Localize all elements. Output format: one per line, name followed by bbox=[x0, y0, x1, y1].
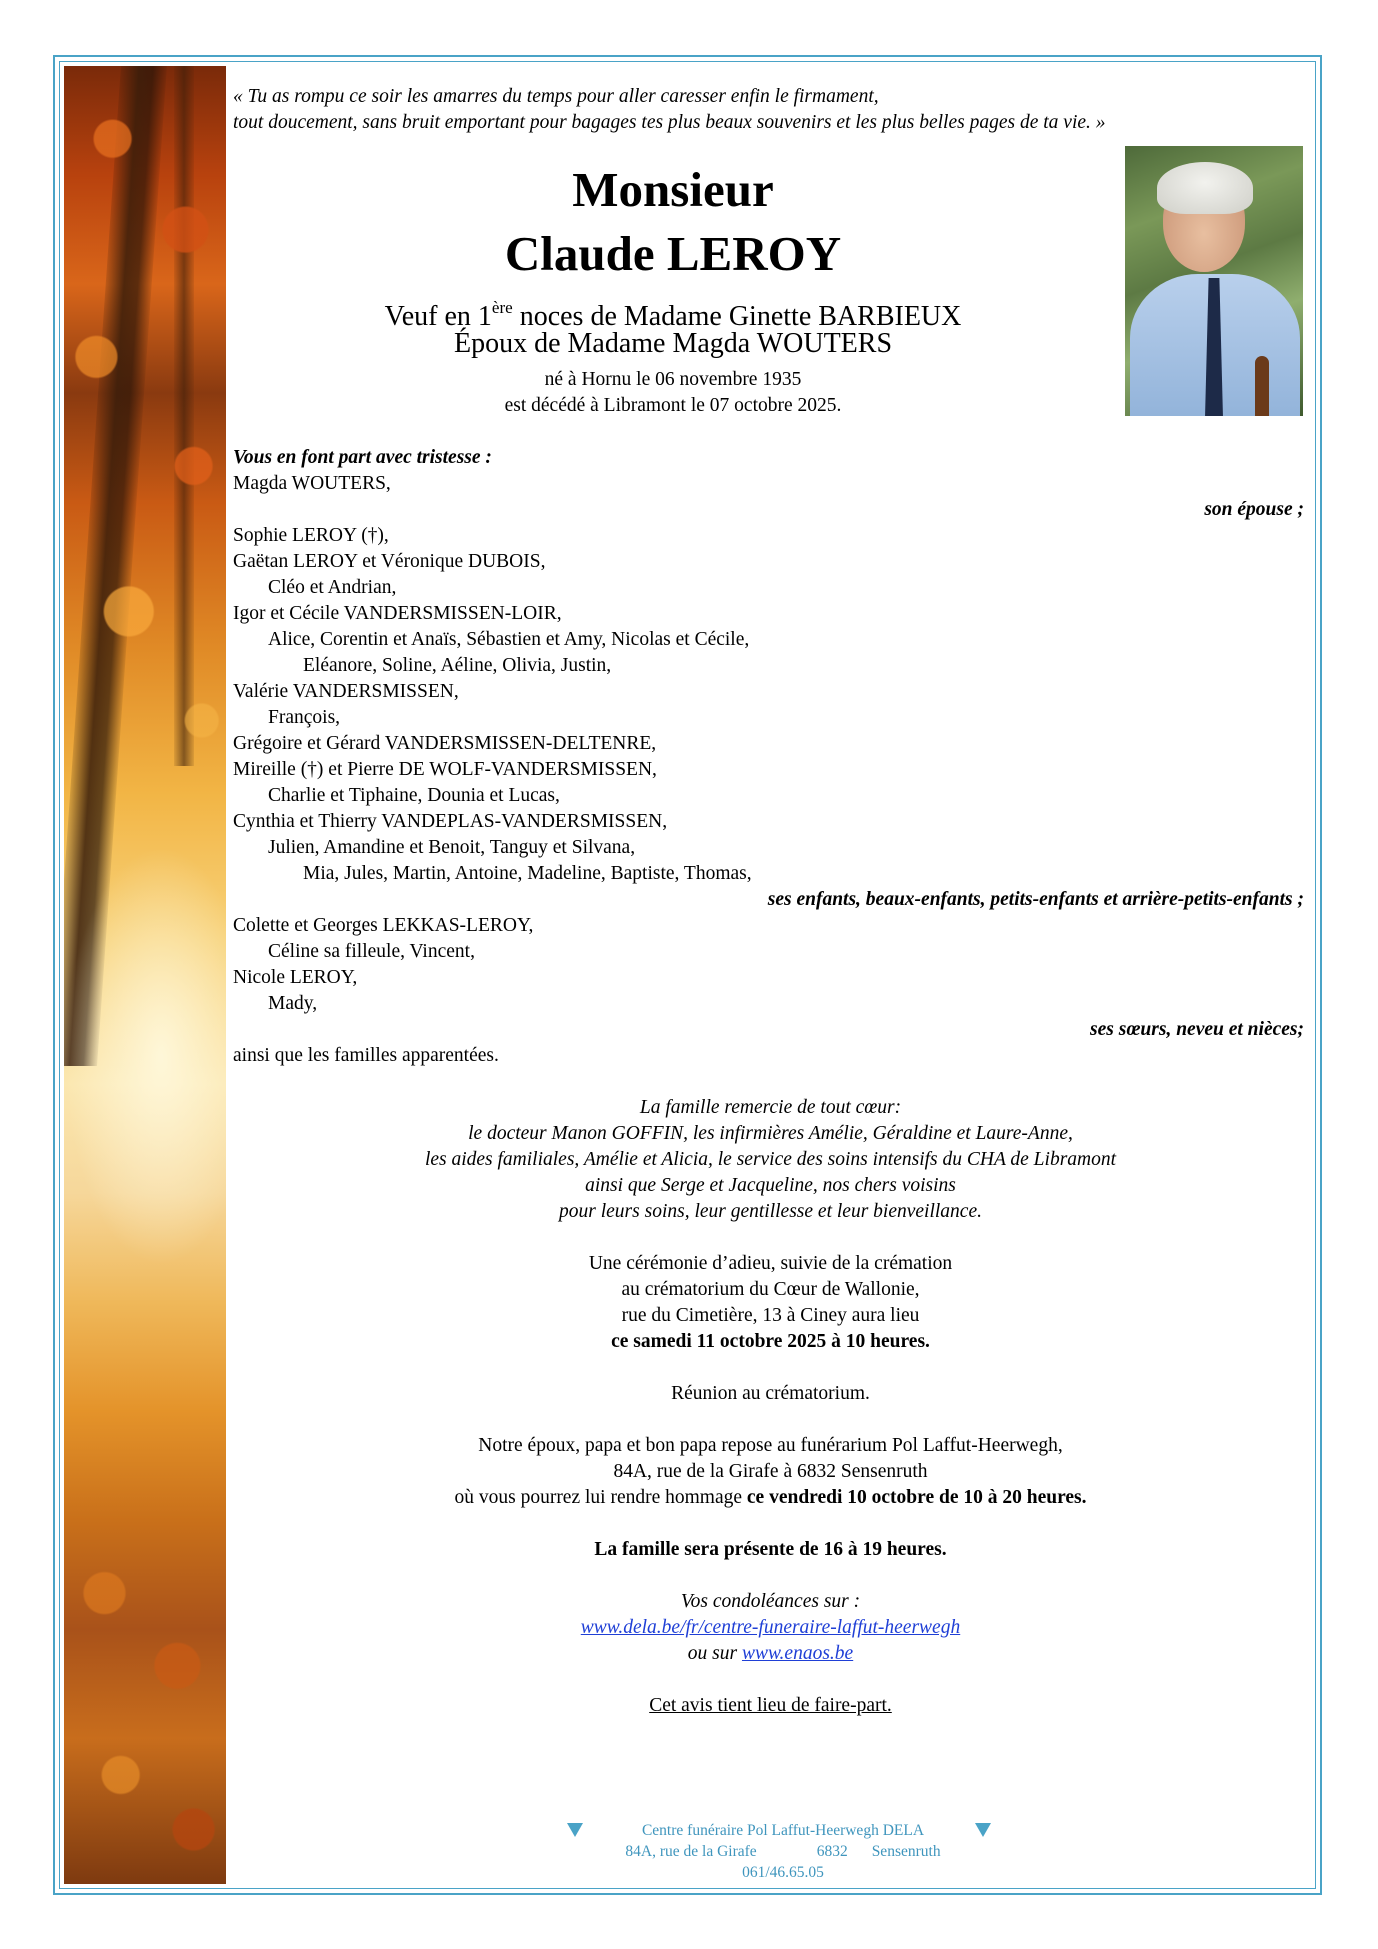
family-line: Valérie VANDERSMISSEN, bbox=[233, 681, 459, 702]
spouse-line: Époux de Madame Magda WOUTERS bbox=[453, 328, 893, 359]
visit-hours-text: où vous pourrez lui rendre hommage bbox=[454, 1487, 747, 1508]
family-line: Cléo et Andrian, bbox=[268, 577, 397, 598]
widower-suffix: noces de Madame Ginette BARBIEUX bbox=[512, 301, 962, 332]
quote-line-2: tout doucement, sans bruit emportant pour bagages tes plus beaux souvenirs et les plus belles pages de ta vie. » bbox=[233, 112, 1106, 133]
ceremony-line: au crématorium du Cœur de Wallonie, bbox=[621, 1279, 920, 1300]
visit-line: Notre époux, papa et bon papa repose au funérarium Pol Laffut-Heerwegh, bbox=[478, 1435, 1063, 1456]
thanks-line: les aides familiales, Amélie et Alicia, le service des soins intensifs du CHA de Libramont bbox=[424, 1149, 1117, 1170]
footer-street: 84A, rue de la Girafe bbox=[625, 1843, 757, 1860]
sunlight-mist bbox=[64, 846, 226, 1266]
death-line: est décédé à Libramont le 07 octobre 2025. bbox=[504, 395, 842, 416]
family-intro: Vous en font part avec tristesse : bbox=[233, 447, 492, 468]
family-line: Colette et Georges LEKKAS-LEROY, bbox=[233, 915, 534, 936]
relation-label: son épouse ; bbox=[1204, 499, 1304, 520]
family-line: Eléanore, Soline, Aéline, Olivia, Justin, bbox=[303, 655, 612, 676]
enaos-link[interactable]: www.enaos.be bbox=[741, 1643, 854, 1664]
family-line: Mia, Jules, Martin, Antoine, Madeline, Baptiste, Thomas, bbox=[303, 863, 752, 884]
family-line: Mireille (†) et Pierre DE WOLF-VANDERSMISSEN, bbox=[233, 759, 657, 780]
ceremony-date: ce samedi 11 octobre 2025 à 10 heures. bbox=[611, 1331, 930, 1352]
family-line: Charlie et Tiphaine, Dounia et Lucas, bbox=[268, 785, 560, 806]
condolences-link-row bbox=[233, 1615, 1308, 1641]
footer-postcode: 6832 bbox=[816, 1843, 848, 1860]
footer-company: Centre funéraire Pol Laffut-Heerwegh DELA bbox=[641, 1822, 925, 1839]
epitaph-quote bbox=[233, 84, 1106, 136]
footer-phone: 061/46.65.05 bbox=[742, 1864, 824, 1881]
quote-line-1: « Tu as rompu ce soir les amarres du temps pour aller caresser enfin le firmament, bbox=[233, 86, 879, 107]
portrait-cane bbox=[1255, 356, 1269, 416]
visit-hours-date: ce vendredi 10 octobre de 10 à 20 heures. bbox=[746, 1487, 1087, 1508]
dela-link[interactable]: www.dela.be/fr/centre-funeraire-laffut-heerwegh bbox=[580, 1617, 961, 1638]
portrait-photo bbox=[1125, 146, 1303, 416]
thanks-line: le docteur Manon GOFFIN, les infirmières Amélie, Géraldine et Laure-Anne, bbox=[468, 1123, 1073, 1144]
family-line: Magda WOUTERS, bbox=[233, 473, 391, 494]
visit-address: 84A, rue de la Girafe à 6832 Sensenruth bbox=[613, 1461, 928, 1482]
ceremony-line: rue du Cimetière, 13 à Ciney aura lieu bbox=[621, 1305, 920, 1326]
relation-label: ses enfants, beaux-enfants, petits-enfants et arrière-petits-enfants ; bbox=[767, 889, 1304, 910]
portrait-hair bbox=[1157, 162, 1253, 214]
notice-line: Cet avis tient lieu de faire-part. bbox=[649, 1695, 892, 1716]
family-line: Gaëtan LEROY et Véronique DUBOIS, bbox=[233, 551, 546, 572]
birth-line: né à Hornu le 06 novembre 1935 bbox=[544, 369, 802, 390]
thanks-line: La famille remercie de tout cœur: bbox=[639, 1097, 902, 1118]
family-line: Mady, bbox=[268, 993, 318, 1014]
family-line: ainsi que les familles apparentées. bbox=[233, 1045, 499, 1066]
widower-prefix: Veuf en 1 bbox=[384, 301, 492, 332]
family-line: Cynthia et Thierry VANDEPLAS-VANDERSMISSEN, bbox=[233, 811, 668, 832]
family-line: Grégoire et Gérard VANDERSMISSEN-DELTENRE, bbox=[233, 733, 657, 754]
footer-city: Sensenruth bbox=[871, 1843, 941, 1860]
ceremony-reunion: Réunion au crématorium. bbox=[671, 1383, 870, 1404]
visit-hours bbox=[233, 1485, 1308, 1511]
family-line: Igor et Cécile VANDERSMISSEN-LOIR, bbox=[233, 603, 562, 624]
family-line: Céline sa filleule, Vincent, bbox=[268, 941, 475, 962]
deceased-name: Claude LEROY bbox=[504, 226, 842, 281]
deceased-title: Monsieur bbox=[572, 162, 774, 217]
widower-superscript: ère bbox=[491, 298, 513, 317]
thanks-line: pour leurs soins, leur gentillesse et leur bienveillance. bbox=[559, 1201, 982, 1222]
family-line: Sophie LEROY (†), bbox=[233, 525, 389, 546]
condolences-or: ou sur bbox=[687, 1643, 742, 1664]
family-line: Julien, Amandine et Benoit, Tanguy et Silvana, bbox=[268, 837, 636, 858]
condolences-label: Vos condoléances sur : bbox=[680, 1591, 861, 1612]
condolences-alt-row bbox=[233, 1641, 1308, 1667]
ceremony-line: Une cérémonie d’adieu, suivie de la crémation bbox=[588, 1253, 953, 1274]
thanks-line: ainsi que Serge et Jacqueline, nos chers voisins bbox=[585, 1175, 956, 1196]
family-line: François, bbox=[268, 707, 341, 728]
footer-address bbox=[533, 1841, 1033, 1862]
relation-label: ses sœurs, neveu et nièces; bbox=[1090, 1019, 1304, 1040]
family-presence: La famille sera présente de 16 à 19 heures. bbox=[594, 1539, 947, 1560]
family-line: Alice, Corentin et Anaïs, Sébastien et Amy, Nicolas et Cécile, bbox=[268, 629, 750, 650]
family-line: Nicole LEROY, bbox=[233, 967, 358, 988]
autumn-forest-image bbox=[64, 66, 226, 1884]
